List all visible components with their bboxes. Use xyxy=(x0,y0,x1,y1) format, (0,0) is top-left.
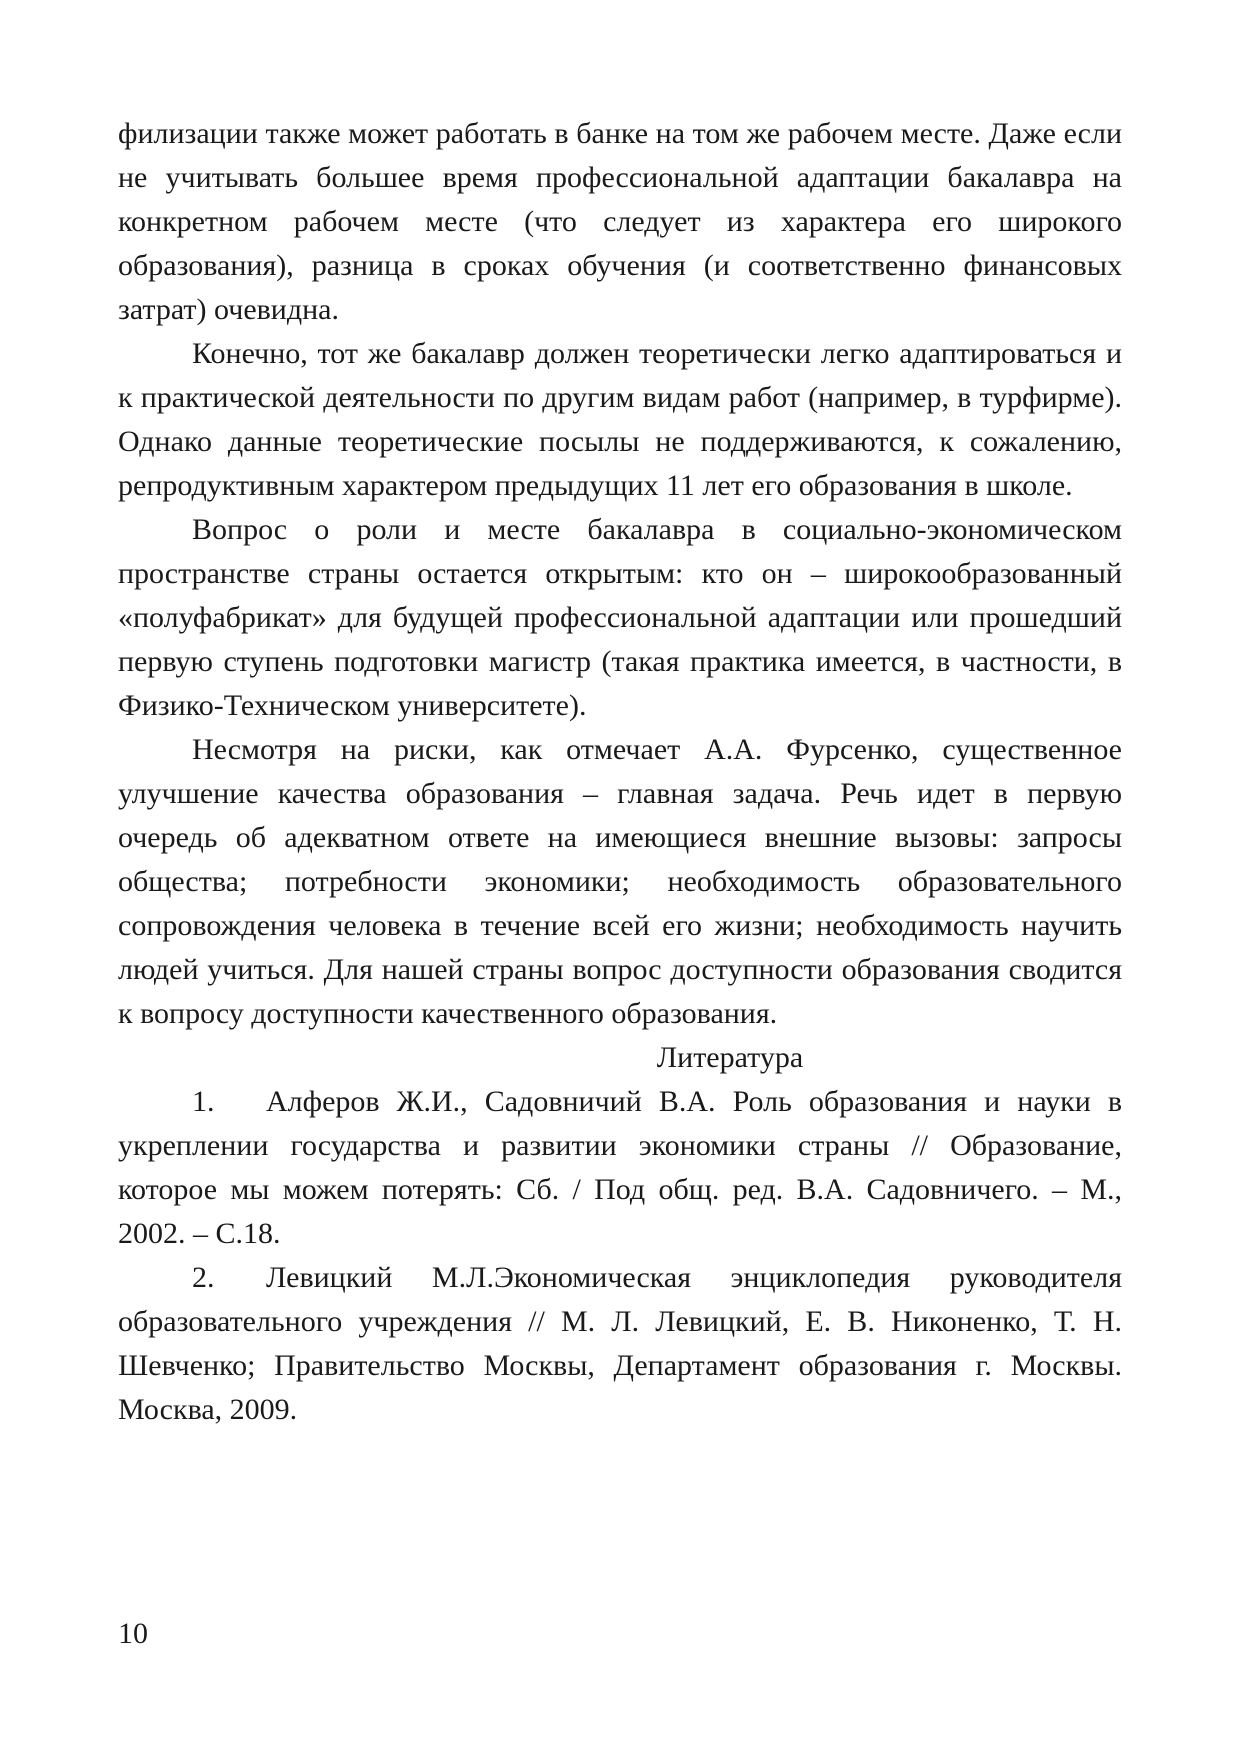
reference-item-1 xyxy=(118,1080,1122,1256)
reference-number: 2. xyxy=(192,1261,215,1294)
paragraph-3: Вопрос о роли и месте бакалавра в социально-экономическом пространстве страны остается открытым: кто он – широкообразованный «полуфабрикат» для будущей профессиональной адаптации или прошедший первую ступень подготовки магистр (такая практика имеется, в частности, в Физико-Техническом университете). xyxy=(118,513,1122,722)
reference-text: Левицкий М.Л.Экономическая энциклопедия руководителя образовательного учреждения // М. Л. Левицкий, Е. В. Никоненко, Т. Н. Шевченко; Правительство Москвы, Департамент образования г. Москвы. Москва, 2009. xyxy=(118,1261,1122,1426)
page-content xyxy=(118,112,1122,1432)
reference-number: 1. xyxy=(192,1085,215,1118)
paragraph-2: Конечно, тот же бакалавр должен теоретически легко адаптироваться и к практической деятельности по другим видам работ (например, в турфирме). Однако данные теоретические посылы не поддерживаются, к сожалению, репродуктивным характером предыдущих 11 лет его образования в школе. xyxy=(118,337,1122,502)
reference-item-2 xyxy=(118,1256,1122,1432)
literature-heading: Литература xyxy=(656,1041,804,1074)
paragraph-4: Несмотря на риски, как отмечает А.А. Фурсенко, существенное улучшение качества образования – главная задача. Речь идет в первую очередь об адекватном ответе на имеющиеся внешние вызовы: запросы общества; потребности экономики; необходимость образовательного сопровождения человека в течение всей его жизни; необходимость научить людей учиться. Для нашей страны вопрос доступности образования сводится к вопросу доступности качественного образования. xyxy=(118,733,1122,1030)
page-number: 10 xyxy=(118,1617,148,1650)
reference-text: Алферов Ж.И., Садовничий В.А. Роль образования и науки в укреплении государства и развитии экономики страны // Образование, которое мы можем потерять: Сб. / Под общ. ред. В.А. Садовничего. – М., 2002. – С.18. xyxy=(118,1085,1122,1250)
paragraph-1: филизации также может работать в банке на том же рабочем месте. Даже если не учитывать большее время профессиональной адаптации бакалавра на конкретном рабочем месте (что следует из характера его широкого образования), разница в сроках обучения (и соответственно финансовых затрат) очевидна. xyxy=(118,117,1122,326)
